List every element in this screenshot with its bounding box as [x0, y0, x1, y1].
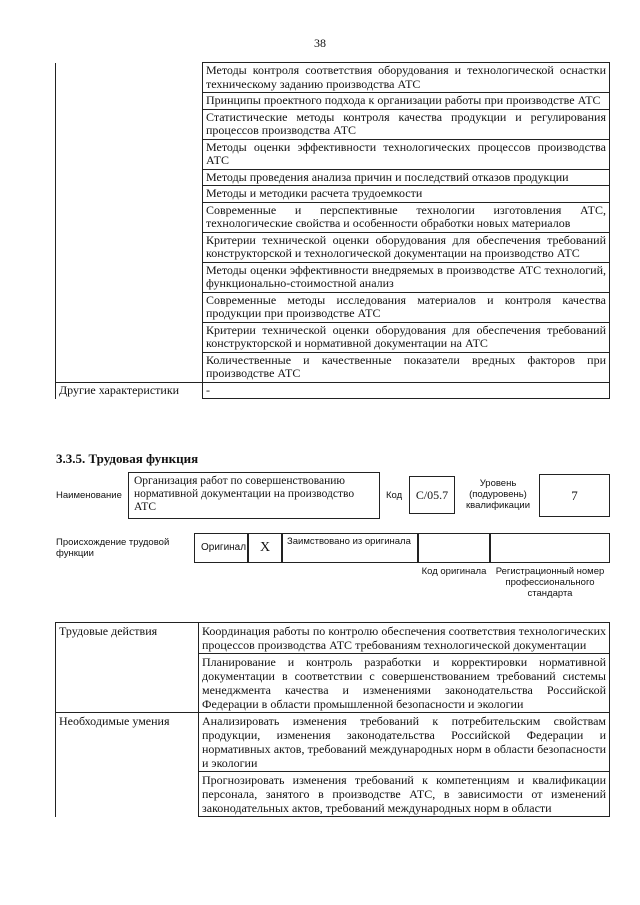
- knowledge-item: Количественные и качественные показатели вредных факторов при производстве АТС: [203, 352, 610, 382]
- knowledge-item: Методы и методики расчета трудоемкости: [203, 186, 610, 203]
- original-mark: X: [248, 533, 282, 563]
- level-label: Уровень (подуровень) квалификации: [465, 478, 531, 511]
- knowledge-item: Современные методы исследования материалов и контроля качества продукции при производстве АТС: [203, 292, 610, 322]
- section-title: 3.3.5. Трудовая функция: [56, 451, 199, 466]
- origin-label: Происхождение трудовой функции: [56, 537, 170, 559]
- name-label: Наименование: [56, 490, 122, 501]
- knowledge-item: Методы проведения анализа причин и последствий отказов продукции: [203, 169, 610, 186]
- knowledge-label-cell: [56, 63, 203, 93]
- page-number: 38: [314, 36, 326, 50]
- other-characteristics-value: -: [203, 382, 610, 399]
- knowledge-item: Критерии технической оценки оборудования для обеспечения требований конструкторской и технологической документации на производство АТС: [203, 232, 610, 262]
- reg-number-caption: Регистрационный номер профессионального стандарта: [495, 566, 605, 599]
- function-name-box: Организация работ по совершенствованию нормативной документации на производство АТС: [128, 472, 380, 519]
- knowledge-item: Методы контроля соответствия оборудования и технологической оснастки техническому заданию производства АТС: [203, 63, 610, 93]
- original-label: Оригинал: [194, 533, 248, 563]
- knowledge-item: Методы оценки эффективности внедряемых в производстве АТС технологий, функционально-стоимостной анализ: [203, 262, 610, 292]
- code-original-cell: [418, 533, 490, 563]
- reg-number-cell: [490, 533, 610, 563]
- knowledge-item: Критерии технической оценки оборудования для обеспечения требований конструкторской и нормативной документации на АТС: [203, 322, 610, 352]
- borrowed-label: Заимствовано из оригинала: [282, 533, 418, 563]
- knowledge-item: Современные и перспективные технологии изготовления АТС, технологические свойства и особенности обработки новых материалов: [203, 202, 610, 232]
- knowledge-table: [55, 62, 610, 399]
- function-code-box: C/05.7: [409, 476, 455, 514]
- function-details-table: [55, 622, 610, 817]
- qualification-level-box: 7: [539, 474, 610, 517]
- labor-action-item: Планирование и контроль разработки и корректировки нормативной документации в соответствии с совершенствованием требований системы менеджмента качества и изменениями законодательства Российской Федерации в области промышленной безопасности и экологии: [199, 654, 610, 713]
- skill-item: Прогнозировать изменения требований к компетенциям и квалификации персонала, занятого в производстве АТС, в зависимости от изменений законодательных актов, требований международных норм в области: [199, 772, 610, 817]
- knowledge-item: Принципы проектного подхода к организации работы при производстве АТС: [203, 93, 610, 110]
- code-label: Код: [386, 490, 403, 501]
- code-original-caption: Код оригинала: [421, 566, 487, 577]
- knowledge-item: Методы оценки эффективности технологических процессов производства АТС: [203, 139, 610, 169]
- other-characteristics-label: Другие характеристики: [56, 382, 203, 399]
- labor-action-item: Координация работы по контролю обеспечения соответствия технологических процессов производства АТС требованиям технологической документации: [199, 623, 610, 654]
- knowledge-item: Статистические методы контроля качества продукции и регулирования процессов производства АТС: [203, 109, 610, 139]
- skill-item: Анализировать изменения требований к потребительским свойствам продукции, изменения законодательства Российской Федерации и нормативных актов, требований международных норм в области безопасности и экологии: [199, 713, 610, 772]
- labor-actions-label: Трудовые действия: [56, 623, 199, 654]
- required-skills-label: Необходимые умения: [56, 713, 199, 772]
